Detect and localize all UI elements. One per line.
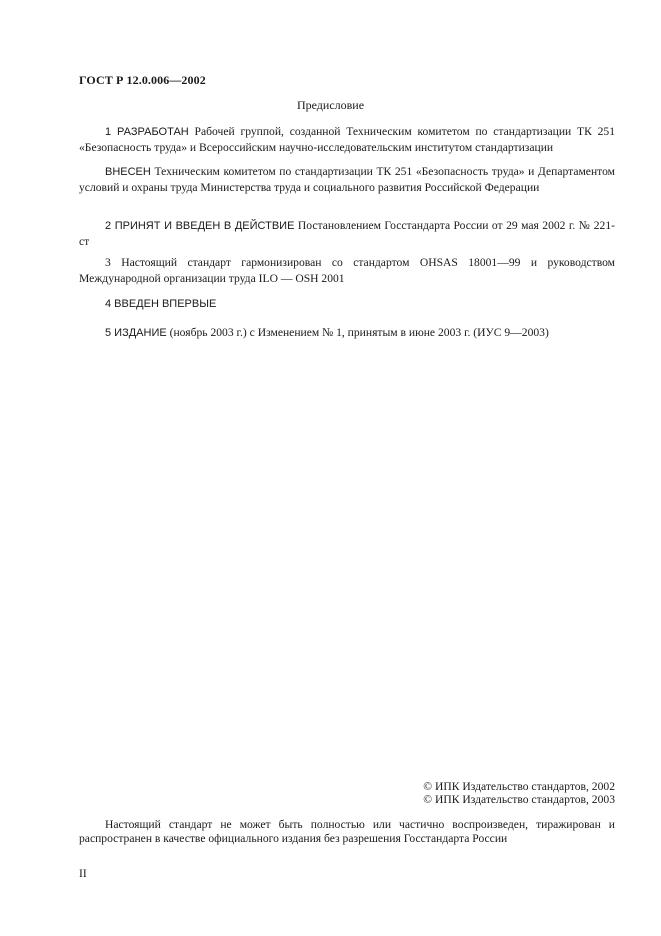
item-text: Постановлением Госстандарта России от 29 мая 2002 г. № 221-ст: [79, 219, 615, 248]
page-number: II: [79, 867, 87, 880]
foreword-item-adopted: [79, 218, 615, 249]
item-lead: 5 ИЗДАНИЕ: [105, 327, 167, 339]
foreword-item-harmonized: [79, 255, 615, 286]
copyright-block: [423, 780, 615, 806]
copyright-line: © ИПК Издательство стандартов, 2002: [423, 780, 615, 793]
item-text: 3 Настоящий стандарт гармонизирован со стандартом OHSAS 18001—99 и руководством Международной организации труда ILO — OSH 2001: [79, 256, 615, 285]
item-text: Техническим комитетом по стандартизации ТК 251 «Безопасность труда» и Департаментом условий и охраны труда Министерства труда и социального развития Российской Федерации: [79, 165, 615, 194]
foreword-title: Предисловие: [296, 98, 365, 112]
item-lead: 1 РАЗРАБОТАН: [105, 126, 189, 138]
foreword-item-introduced: [79, 164, 615, 195]
reproduction-notice: Настоящий стандарт не может быть полностью или частично воспроизведен, тиражирован и распространен в качестве официального издания без разрешения Госстандарта России: [79, 818, 615, 845]
foreword-item-edition: [79, 325, 615, 341]
foreword-item-developed: [79, 124, 615, 155]
item-lead: 2 ПРИНЯТ И ВВЕДЕН В ДЕЙСТВИЕ: [105, 220, 295, 232]
foreword-item-first-introduced: [79, 296, 615, 312]
copyright-line: © ИПК Издательство стандартов, 2003: [423, 793, 615, 806]
item-lead: 4 ВВЕДЕН ВПЕРВЫЕ: [105, 298, 217, 310]
item-text: (ноябрь 2003 г.) с Изменением № 1, принятым в июне 2003 г. (ИУС 9—2003): [166, 326, 549, 339]
item-lead: ВНЕСЕН: [105, 166, 151, 178]
document-code: ГОСТ Р 12.0.006—2002: [79, 73, 206, 87]
item-text: Рабочей группой, созданной Техническим комитетом по стандартизации ТК 251 «Безопасность труда» и Всероссийским научно-исследовательским институтом стандартизации: [79, 125, 615, 154]
